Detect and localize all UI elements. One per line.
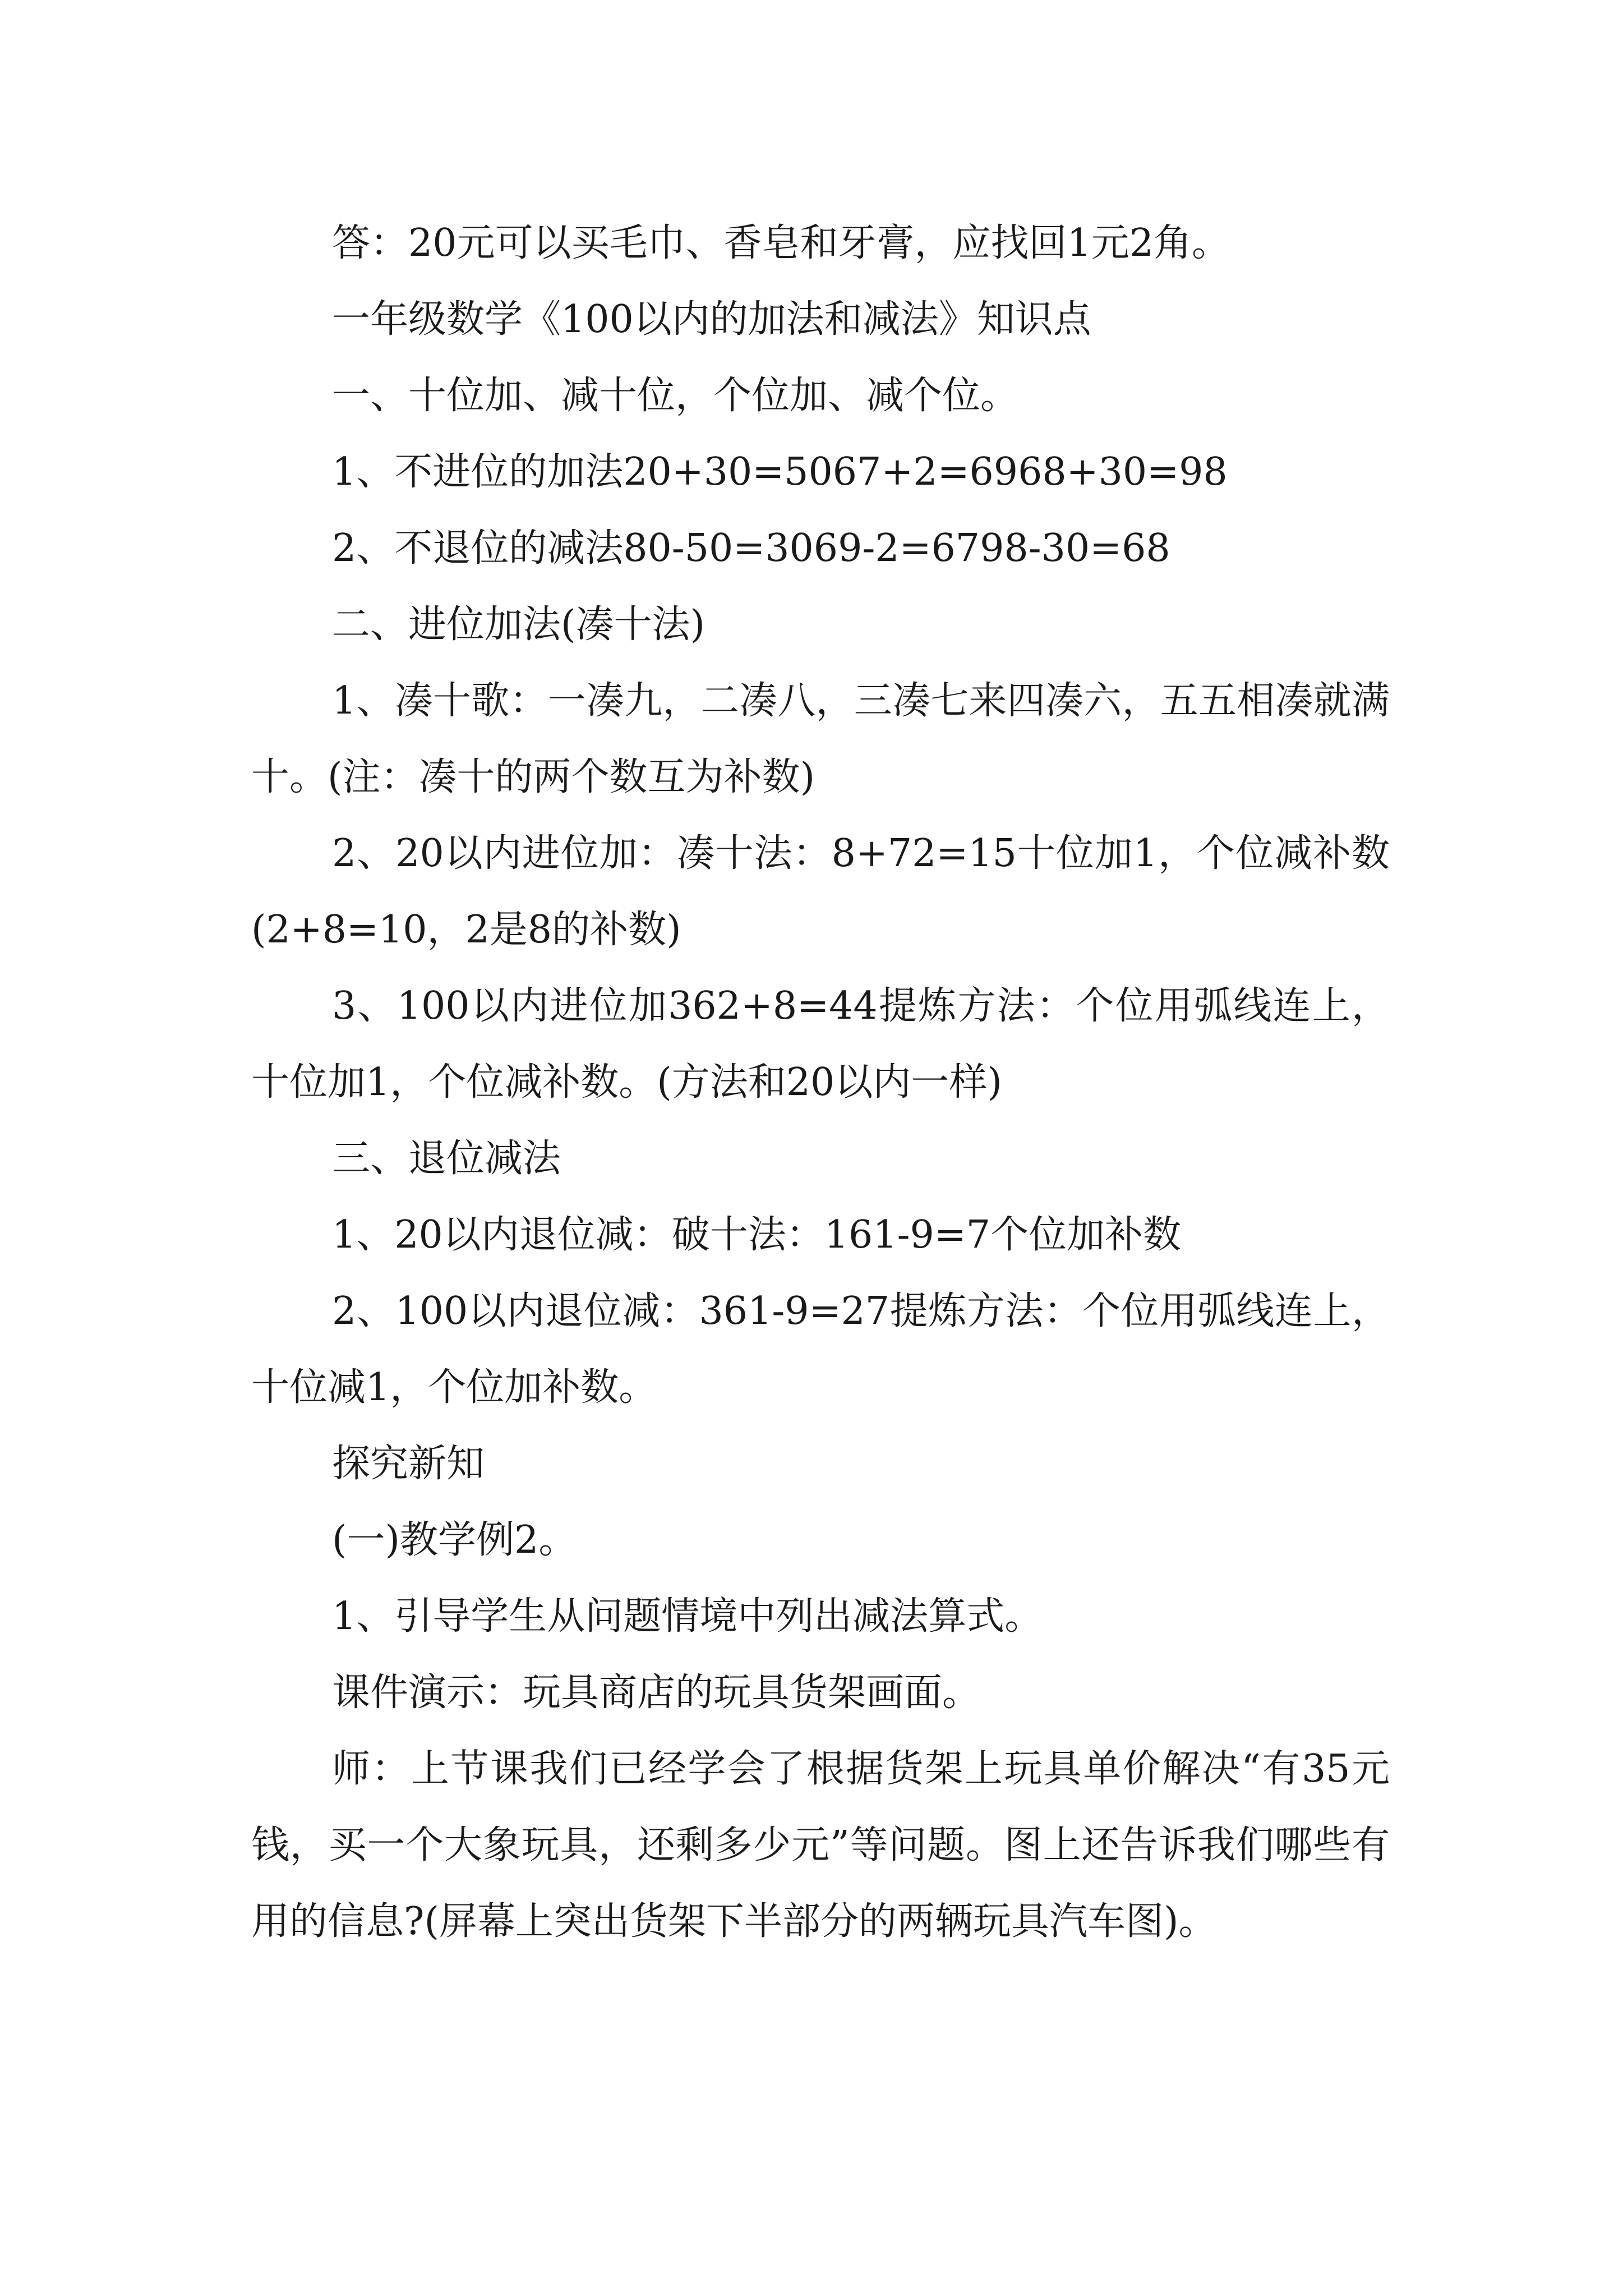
list-item: 2、20以内进位加：凑十法：8+72=15十位加1，个位减补数(2+8=10，2是8的补数) — [251, 831, 1390, 952]
list-item: 1、凑十歌：一凑九，二凑八，三凑七来四凑六，五五相凑就满十。(注：凑十的两个数互为补数) — [251, 679, 1390, 799]
subheading: 探究新知 — [332, 1442, 485, 1486]
heading-1: 一、十位加、减十位，个位加、减个位。 — [332, 374, 1019, 418]
list-item: 3、100以内进位加362+8=44提炼方法：个位用弧线连上，十位加1，个位减补数。(方法和20以内一样) — [251, 984, 1390, 1105]
heading-3: 三、退位减法 — [332, 1137, 561, 1181]
answer-paragraph: 答：20元可以买毛巾、香皂和牙膏，应找回1元2角。 — [332, 221, 1230, 265]
section-title: 一年级数学《100以内的加法和减法》知识点 — [332, 297, 1091, 342]
body-paragraph: 师：上节课我们已经学会了根据货架上玩具单价解决“有35元钱，买一个大象玩具，还剩多少元”等问题。图上还告诉我们哪些有用的信息?(屏幕上突出货架下半部分的两辆玩具汽车图)。 — [251, 1747, 1390, 1944]
subheading: (一)教学例2。 — [332, 1518, 577, 1562]
document-body — [251, 205, 1390, 1960]
list-item: 2、100以内退位减：361-9=27提炼方法：个位用弧线连上，十位减1，个位加补数。 — [251, 1289, 1390, 1410]
body-paragraph: 课件演示：玩具商店的玩具货架画面。 — [332, 1671, 981, 1715]
list-item: 2、不退位的减法80-50=3069-2=6798-30=68 — [332, 526, 1170, 570]
list-item: 1、不进位的加法20+30=5067+2=6968+30=98 — [332, 450, 1228, 494]
heading-2: 二、进位加法(凑十法) — [332, 602, 706, 647]
list-item: 1、20以内退位减：破十法：161-9=7个位加补数 — [332, 1213, 1182, 1257]
list-item: 1、引导学生从问题情境中列出减法算式。 — [332, 1594, 1043, 1639]
